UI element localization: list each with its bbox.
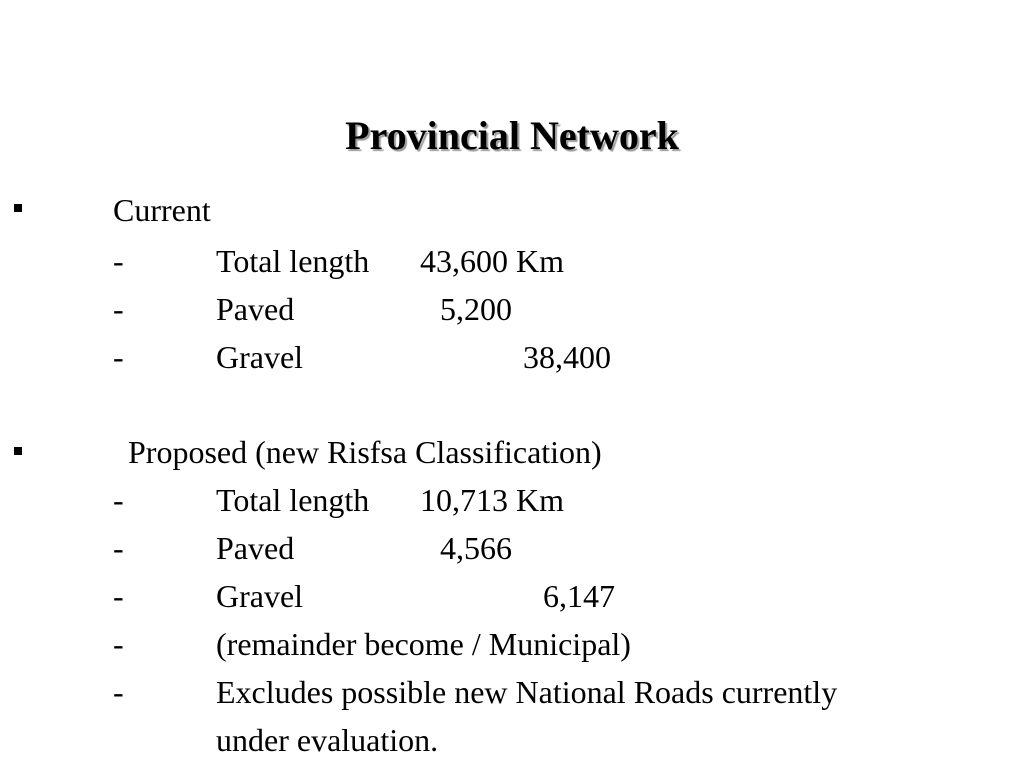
proposed-note-dash-2: - [113,674,124,710]
proposed-heading: Proposed (new Risfsa Classification) [128,434,602,470]
proposed-note-excludes-continuation: under evaluation. [216,722,439,758]
proposed-note-excludes: Excludes possible new National Roads currently [216,674,838,710]
proposed-label-gravel: Gravel [216,578,304,614]
proposed-label-paved: Paved [216,530,295,566]
current-heading: Current [113,192,211,228]
current-label-total: Total length [216,243,370,279]
current-dash-1: - [113,243,124,279]
current-value-paved: 5,200 [440,291,512,327]
proposed-value-paved: 4,566 [440,530,512,566]
slide-title: Provincial Network [345,113,679,158]
proposed-dash-2: - [113,530,124,566]
proposed-note-remainder: (remainder become / Municipal) [216,626,631,662]
bullet-current [14,204,22,212]
current-label-paved: Paved [216,291,295,327]
bullet-proposed [14,447,22,455]
current-dash-2: - [113,291,124,327]
current-dash-3: - [113,339,124,375]
current-value-gravel: 38,400 [523,339,611,375]
current-value-total: 43,600 Km [420,243,564,279]
proposed-value-gravel: 6,147 [543,578,615,614]
proposed-note-dash-1: - [113,626,124,662]
proposed-value-total: 10,713 Km [420,482,564,518]
proposed-label-total: Total length [216,482,370,518]
current-label-gravel: Gravel [216,339,304,375]
proposed-dash-3: - [113,578,124,614]
proposed-dash-1: - [113,482,124,518]
